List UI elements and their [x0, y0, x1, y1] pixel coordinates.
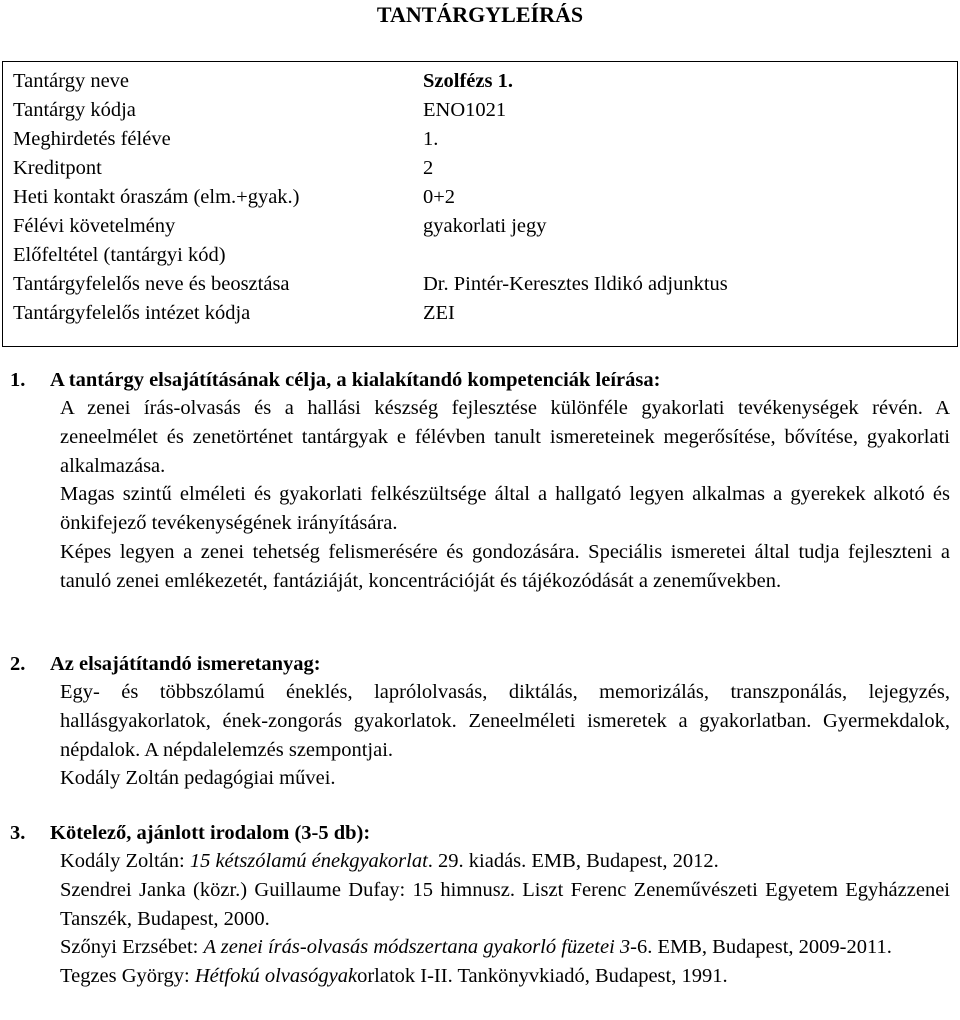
paragraph: Kodály Zoltán pedagógiai művei.	[60, 767, 336, 790]
info-label: Tantárgy neve	[13, 70, 130, 92]
info-value: 2	[423, 157, 434, 179]
reference-title: Hétfokú olvasógyak	[194, 965, 358, 988]
info-value: Szolfézs 1.	[423, 70, 513, 92]
paragraph: Képes legyen a zenei tehetség felismerésére és gondozására. Speciális ismeretei által tudja fejleszteni a tanuló zenei emlékezetét, fantáziáját, koncentrációját és tájékozódását a zeneművekben.	[60, 540, 950, 592]
reference-title: A zenei írás-olvasás módszertana gyakorló füzetei 3	[203, 936, 631, 959]
reference-text: Szendrei Janka (közr.) Guillaume Dufay: 15 himnusz. Liszt Ferenc Zeneművészeti Egyetem Egyházzenei Tanszék, Budapest, 2000.	[60, 878, 950, 930]
section-3-references	[60, 847, 950, 991]
reference-text: orlatok I-II. Tankönyvkiadó, Budapest, 1991.	[357, 965, 728, 988]
info-label: Kreditpont	[13, 157, 102, 179]
info-label: Tantárgyfelelős intézet kódja	[13, 302, 251, 324]
reference-title: 15 kétszólamú énekgyakorlat	[189, 850, 428, 872]
reference-text: Tegzes György:	[60, 965, 195, 988]
paragraph: Magas szintű elméleti és gyakorlati felkészültsége által a hallgató legyen alkalmas a gyerekek alkotó és önkifejező tevékenységének irányítására.	[60, 483, 950, 535]
info-label: Tantárgyfelelős neve és beosztása	[13, 273, 290, 295]
reference-text: . 29. kiadás. EMB, Budapest, 2012.	[427, 850, 719, 872]
reference-item	[60, 933, 950, 962]
reference-item	[60, 962, 950, 991]
info-label: Félévi követelmény	[13, 215, 176, 237]
section-3-heading	[10, 819, 370, 847]
info-value: Dr. Pintér-Keresztes Ildikó adjunktus	[423, 273, 728, 295]
section-1-heading	[10, 366, 660, 394]
paragraph: Egy- és többszólamú éneklés, laprólolvasás, diktálás, memorizálás, transzponálás, lejegyzés, hallásgyakorlatok, ének-zongorás gyakorlatok. Zeneelméleti ismeretek a gyakorlatban. Gyermekdalok, népdalok. A népdalelemzés szempontjai.	[60, 681, 950, 761]
reference-text: Szőnyi Erzsébet:	[60, 936, 204, 959]
info-label: Előfeltétel (tantárgyi kód)	[13, 244, 226, 266]
section-title: Az elsajátítandó ismeretanyag:	[50, 653, 321, 675]
section-title: A tantárgy elsajátításának célja, a kialakítandó kompetenciák leírása:	[50, 369, 661, 391]
section-2-heading	[10, 650, 321, 678]
reference-text: -6. EMB, Budapest, 2009-2011.	[630, 936, 892, 959]
section-1-body	[60, 394, 950, 596]
section-2-body	[60, 678, 950, 793]
info-value: ZEI	[423, 302, 455, 324]
info-value: gyakorlati jegy	[423, 215, 547, 237]
section-number: 3.	[10, 822, 26, 844]
reference-text: Kodály Zoltán:	[60, 850, 190, 872]
reference-item	[60, 876, 950, 934]
section-title: Kötelező, ajánlott irodalom (3-5 db):	[50, 822, 371, 844]
course-info-table	[2, 61, 958, 347]
info-value: ENO1021	[423, 99, 507, 121]
section-number: 2.	[10, 653, 26, 675]
info-label: Meghirdetés féléve	[13, 128, 171, 150]
document-title: TANTÁRGYLEÍRÁS	[376, 2, 584, 27]
paragraph: A zenei írás-olvasás és a hallási készség fejlesztése különféle gyakorlati tevékenységek révén. A zeneelmélet és zenetörténet tantárgyak e félévben tanult ismereteinek megerősítése, bővítése, gyakorlati alkalmazása.	[60, 397, 950, 477]
section-number: 1.	[10, 369, 26, 391]
reference-item	[60, 847, 950, 876]
info-value: 1.	[423, 128, 439, 150]
info-label: Heti kontakt óraszám (elm.+gyak.)	[13, 186, 300, 208]
info-value: 0+2	[423, 186, 456, 208]
info-label: Tantárgy kódja	[13, 99, 136, 121]
